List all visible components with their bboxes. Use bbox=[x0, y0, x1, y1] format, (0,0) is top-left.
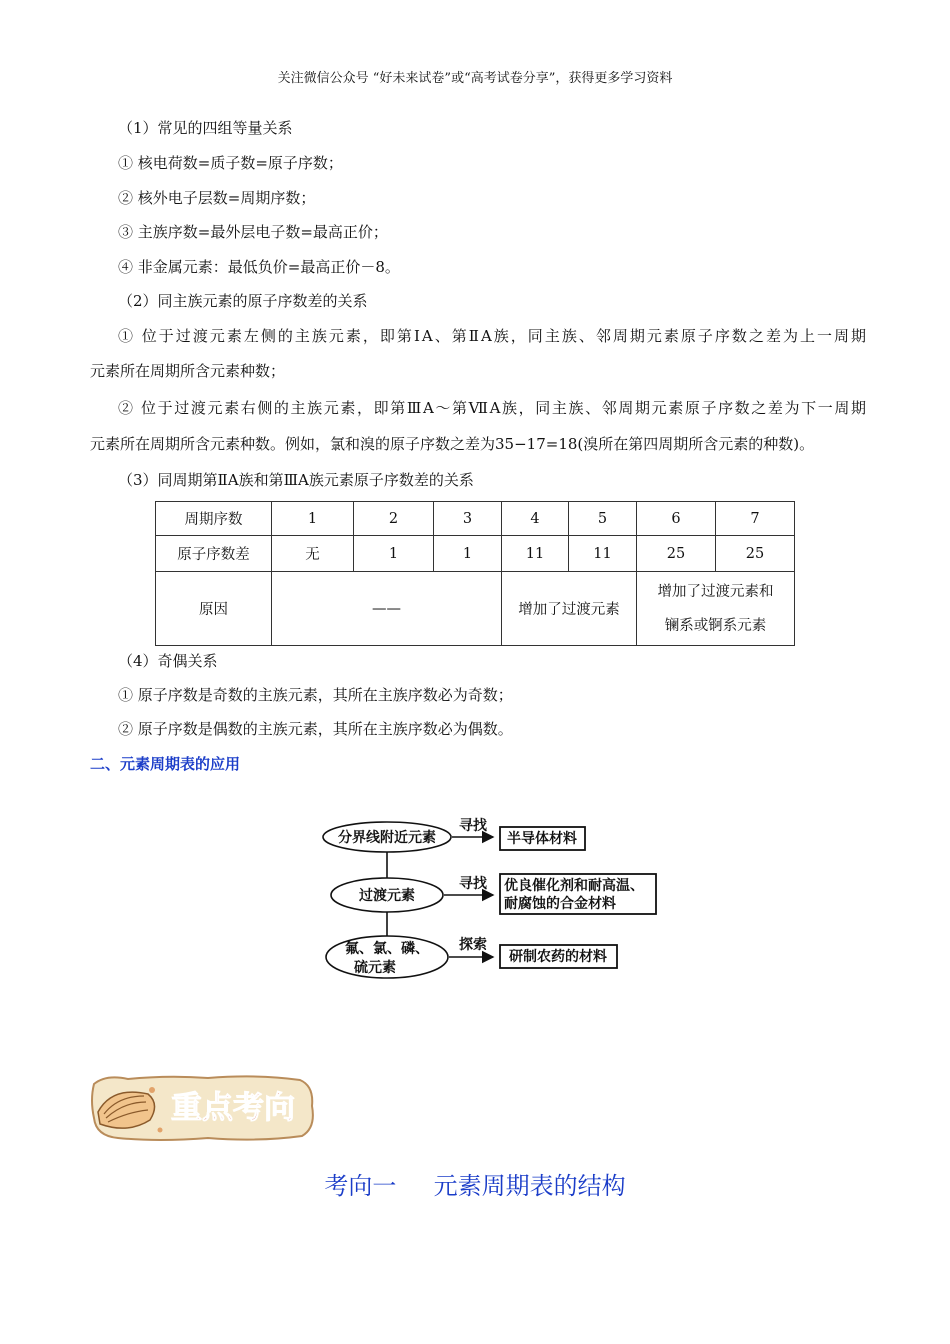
table-cell: 25 bbox=[716, 536, 795, 572]
section-4-title: （4）奇偶关系 bbox=[118, 652, 218, 670]
section-2-title: （2）同主族元素的原子序数差的关系 bbox=[118, 292, 368, 310]
table-cell: 1 bbox=[272, 502, 354, 536]
list-item: ③ 主族序数=最外层电子数=最高正价； bbox=[118, 223, 388, 241]
application-flow-diagram bbox=[320, 812, 665, 987]
list-item: ② 原子序数是偶数的主族元素，其所在主族序数必为偶数。 bbox=[118, 720, 513, 738]
section-title-label: 考向一 bbox=[324, 1172, 397, 1200]
table-cell: 无 bbox=[272, 536, 354, 572]
paragraph-line: ① 位于过渡元素左侧的主族元素，即第ⅠA、第ⅡA族，同主族、邻周期元素原子序数之差为上一周期 bbox=[118, 327, 866, 345]
table-cell: 11 bbox=[502, 536, 569, 572]
reason-line: 增加了过渡元素和 bbox=[657, 583, 774, 600]
list-item: ④ 非金属元素：最低负价=最高正价－8。 bbox=[118, 258, 400, 276]
target-label: 耐腐蚀的合金材料 bbox=[504, 896, 616, 912]
node-label: 过渡元素 bbox=[359, 888, 415, 904]
node-label: 分界线附近元素 bbox=[338, 830, 436, 846]
table-row bbox=[156, 502, 795, 536]
target-label: 研制农药的材料 bbox=[509, 949, 607, 965]
period-difference-table bbox=[155, 501, 795, 646]
list-item: ② 核外电子层数=周期序数； bbox=[118, 189, 316, 207]
node-label: 氟、氯、磷、 bbox=[345, 941, 429, 957]
table-cell: 2 bbox=[354, 502, 434, 536]
table-cell: 25 bbox=[637, 536, 716, 572]
page-header-notice: 关注微信公众号 “好未来试卷”或“高考试卷分享”，获得更多学习资料 bbox=[277, 71, 673, 86]
table-cell: 1 bbox=[354, 536, 434, 572]
paragraph-line: ② 位于过渡元素右侧的主族元素，即第ⅢA～第ⅦA族，同主族、邻周期元素原子序数之差为下一周期 bbox=[118, 399, 866, 417]
table-cell: 6 bbox=[637, 502, 716, 536]
table-cell: 3 bbox=[434, 502, 502, 536]
paragraph-line: 元素所在周期所含元素种数。例如，氯和溴的原子序数之差为35−17=18(溴所在第四周期所含元素的种数)。 bbox=[90, 435, 815, 453]
target-label: 优良催化剂和耐高温、 bbox=[504, 878, 644, 894]
arrow-label: 寻找 bbox=[459, 876, 487, 892]
table-header-cell: 周期序数 bbox=[156, 502, 272, 536]
section-1-title: （1）常见的四组等量关系 bbox=[118, 119, 293, 137]
key-direction-banner bbox=[88, 1072, 318, 1144]
section-heading: 二、元素周期表的应用 bbox=[90, 755, 241, 773]
paragraph-line: 元素所在周期所含元素种数； bbox=[90, 362, 286, 380]
table-cell: 5 bbox=[569, 502, 637, 536]
table-cell: 11 bbox=[569, 536, 637, 572]
table-cell: 7 bbox=[716, 502, 795, 536]
section-title bbox=[0, 1166, 950, 1201]
banner-title: 重点考向 bbox=[171, 1090, 295, 1126]
arrow-label: 探索 bbox=[459, 937, 487, 953]
arrow-label: 寻找 bbox=[459, 818, 487, 834]
node-label: 硫元素 bbox=[354, 960, 396, 976]
table-cell: 增加了过渡元素 bbox=[502, 572, 637, 646]
list-item: ① 原子序数是奇数的主族元素，其所在主族序数必为奇数； bbox=[118, 686, 513, 704]
table-row bbox=[156, 536, 795, 572]
section-3-title: （3）同周期第ⅡA族和第ⅢA族元素原子序数差的关系 bbox=[118, 471, 474, 489]
section-title-text: 元素周期表的结构 bbox=[433, 1172, 626, 1200]
target-label: 半导体材料 bbox=[507, 831, 577, 847]
table-row bbox=[156, 572, 795, 646]
table-cell: 4 bbox=[502, 502, 569, 536]
table-cell: —— bbox=[272, 572, 502, 646]
table-header-cell: 原子序数差 bbox=[156, 536, 272, 572]
list-item: ① 核电荷数=质子数=原子序数； bbox=[118, 154, 343, 172]
table-cell bbox=[637, 572, 795, 646]
table-cell: 1 bbox=[434, 536, 502, 572]
reason-line: 镧系或锕系元素 bbox=[664, 617, 767, 634]
table-header-cell: 原因 bbox=[156, 572, 272, 646]
